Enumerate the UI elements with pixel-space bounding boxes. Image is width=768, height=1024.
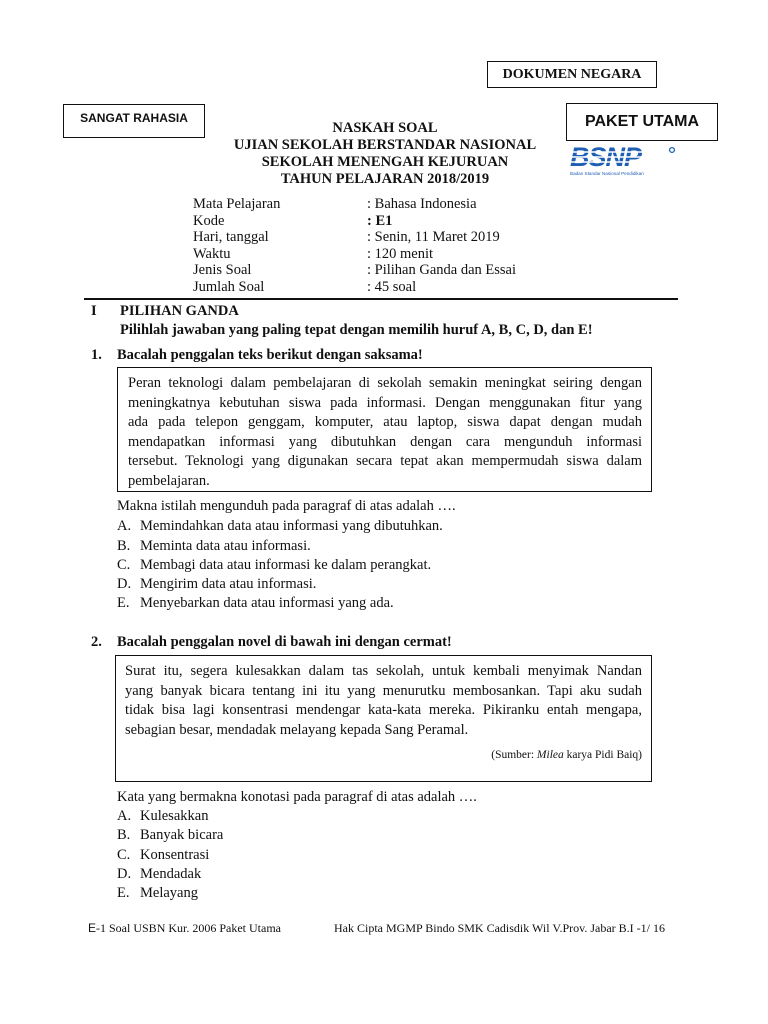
option-key: C.: [117, 847, 131, 863]
passage-line: tidak bisa lagi konsentrasi mendengar kata-kata mereka. Pikiranku entah mengapa,: [125, 702, 642, 718]
option-key: B.: [117, 827, 131, 843]
meta-value: : Senin, 11 Maret 2019: [367, 229, 500, 245]
section-title: PILIHAN GANDA: [120, 303, 239, 319]
meta-value: : 120 menit: [367, 246, 434, 262]
header-line-3: SEKOLAH MENENGAH KEJURUAN: [261, 154, 509, 170]
meta-value: : Pilihan Ganda dan Essai: [367, 262, 517, 278]
passage-line: Peran teknologi dalam pembelajaran di sekolah semakin meningkat seiring dengan: [128, 375, 642, 391]
passage-line: pembelajaran.: [128, 472, 210, 489]
question-2-passage: [115, 655, 652, 782]
option-key: C.: [117, 557, 131, 573]
option-key: D.: [117, 866, 132, 882]
option-text: Mengirim data atau informasi.: [140, 576, 317, 592]
option-text: Melayang: [140, 885, 198, 901]
option-text: Konsentrasi: [140, 847, 210, 863]
footer-left-text: -1 Soal USBN Kur. 2006 Paket Utama: [96, 921, 282, 935]
section-roman: I: [91, 303, 97, 319]
question-1-option-c: [117, 556, 431, 575]
header-line-1: NASKAH SOAL: [332, 120, 438, 136]
option-key: E.: [117, 885, 130, 901]
source-suffix: karya Pidi Baiq): [563, 749, 642, 761]
question-2-option-a: [117, 807, 208, 826]
meta-value: : 45 soal: [367, 279, 417, 295]
passage-source: [125, 746, 642, 766]
passage-line: mendapatkan informasi yang dibutuhkan dengan cara mengunduh informasi: [128, 433, 642, 450]
question-2-number: 2.: [91, 634, 102, 650]
option-text: Memindahkan data atau informasi yang dibutuhkan.: [140, 518, 443, 534]
source-title: Milea: [536, 749, 564, 761]
question-2-option-c: [117, 846, 209, 865]
question-1-option-d: [117, 575, 316, 594]
footer-right: Hak Cipta MGMP Bindo SMK Cadisdik Wil V.Prov. Jabar B.I -1/ 16: [334, 921, 665, 935]
svg-text:BSNP: BSNP: [570, 142, 642, 172]
option-key: A.: [117, 518, 132, 534]
meta-label: Waktu: [193, 246, 231, 262]
header-divider: [84, 298, 678, 300]
option-key: E.: [117, 595, 130, 611]
exam-header: [200, 120, 570, 188]
passage-line: sebagian besar, mendadak melayang kepada Sang Peramal.: [125, 721, 469, 738]
header-line-2: UJIAN SEKOLAH BERSTANDAR NASIONAL: [233, 137, 537, 153]
option-key: D.: [117, 576, 132, 592]
header-line-4: TAHUN PELAJARAN 2018/2019: [280, 171, 490, 187]
question-2-text: Kata yang bermakna konotasi pada paragraf di atas adalah ….: [117, 789, 477, 805]
option-key: A.: [117, 808, 132, 824]
question-1-text: Makna istilah mengunduh pada paragraf di atas adalah ….: [117, 498, 456, 514]
bsnp-logo: [568, 142, 680, 178]
option-key: B.: [117, 538, 131, 554]
section-instruction: Pilihlah jawaban yang paling tepat dengan memilih huruf A, B, C, D, dan E!: [120, 322, 593, 338]
question-1-option-b: [117, 537, 311, 556]
footer-code: E: [88, 921, 97, 935]
meta-label: Mata Pelajaran: [193, 196, 281, 212]
option-text: Meminta data atau informasi.: [140, 538, 311, 554]
question-2-prompt: Bacalah penggalan novel di bawah ini dengan cermat!: [117, 634, 452, 650]
passage-line: meningkatnya kebutuhan siswa pada informasi. Dengan menggunakan fitur yang: [128, 394, 642, 411]
option-text: Banyak bicara: [140, 827, 224, 843]
meta-label: Hari, tanggal: [193, 229, 269, 245]
meta-value: : Bahasa Indonesia: [367, 196, 477, 212]
question-1-passage: [117, 367, 652, 492]
question-2-option-e: [117, 884, 198, 903]
passage-line: ada pada telepon genggam, komputer, atau laptop, siswa dapat dengan mudah: [128, 414, 642, 430]
question-1-number: 1.: [91, 347, 102, 363]
sangat-rahasia-label: SANGAT RAHASIA: [63, 104, 205, 138]
question-1-option-a: [117, 517, 443, 536]
option-text: Mendadak: [140, 866, 202, 882]
source-prefix: (Sumber:: [491, 749, 537, 761]
svg-text:Badan Standar Nasional Pendidi: Badan Standar Nasional Pendidikan: [570, 171, 644, 176]
dokumen-negara-label: DOKUMEN NEGARA: [487, 61, 657, 88]
passage-line: yang banyak bicara tentang ini itu yang menurutku membosankan. Tapi aku sudah: [125, 682, 642, 699]
footer-left: [88, 921, 281, 936]
passage-line: Surat itu, segera kulesakkan dalam tas sekolah, untuk kembali menyimak Nandan: [125, 663, 642, 679]
question-2-option-b: [117, 826, 223, 845]
option-text: Kulesakkan: [140, 808, 209, 824]
meta-label: Kode: [193, 213, 225, 229]
question-2-option-d: [117, 865, 201, 884]
meta-label: Jumlah Soal: [193, 279, 265, 295]
option-text: Menyebarkan data atau informasi yang ada.: [140, 595, 394, 611]
passage-line: tersebut. Teknologi yang digunakan secara tepat akan mempermudah siswa dalam: [128, 453, 642, 469]
question-1-option-e: [117, 594, 394, 613]
meta-value: : E1: [367, 213, 393, 229]
paket-utama-label: PAKET UTAMA: [566, 103, 718, 141]
question-1-prompt: Bacalah penggalan teks berikut dengan saksama!: [117, 347, 423, 363]
meta-label: Jenis Soal: [193, 262, 252, 278]
option-text: Membagi data atau informasi ke dalam perangkat.: [140, 557, 432, 573]
